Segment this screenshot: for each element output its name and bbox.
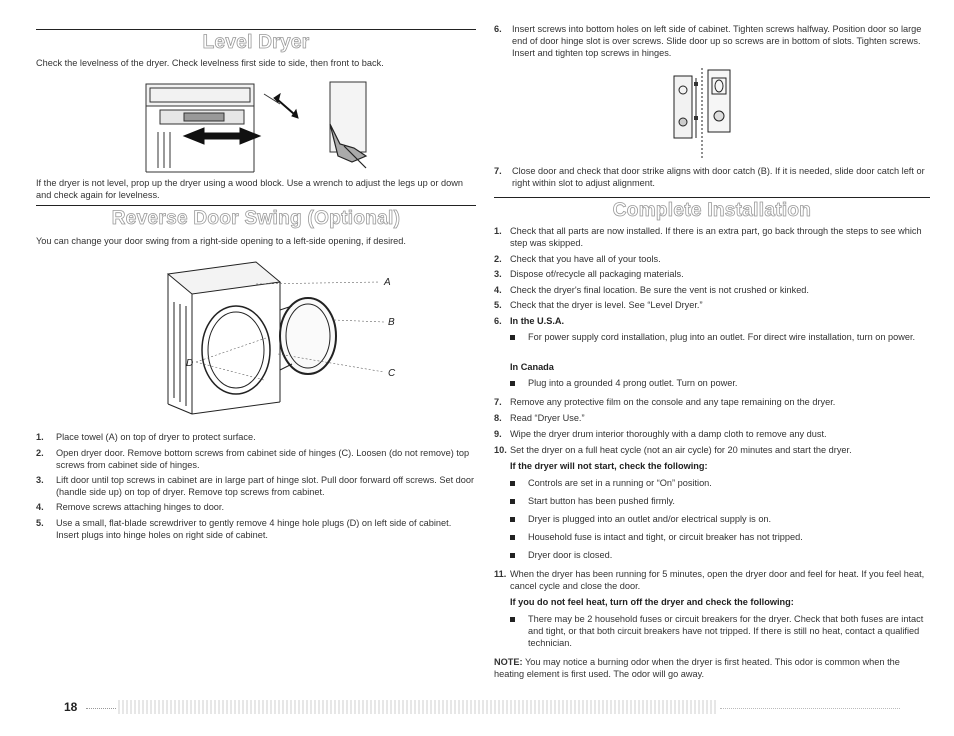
list-item: 11. When the dryer has been running for 5 minutes, open the dryer door and feel for heat. If you feel heat, cancel cycle and close the door.	[494, 569, 925, 591]
footer-band	[118, 700, 718, 714]
list-item: 2. Open dryer door. Remove bottom screws from cabinet side of hinges (C). Loosen (do not remove) top screws from cabinet side of hinges.	[36, 448, 470, 470]
callout-d: D	[186, 358, 194, 369]
reverse-door-illustration	[148, 254, 408, 418]
bullet-square-icon	[510, 517, 515, 522]
section-rule	[36, 205, 476, 206]
note-paragraph	[494, 657, 930, 681]
level-dryer-body: If the dryer is not level, prop up the dryer using a wood block. Use a wrench to adjust the legs up or down and check again for levelness.	[36, 178, 463, 200]
list-item: 10. Set the dryer on a full heat cycle (not an air cycle) for 20 minutes and start the dryer.	[494, 445, 852, 455]
list-item: 4. Check the dryer's final location. Be sure the vent is not crushed or kinked.	[494, 285, 809, 295]
list-item: 1. Check that all parts are now installed. If there is an extra part, go back through the steps to see which step was skipped.	[494, 226, 922, 248]
list-item: 3. Dispose of/recycle all packaging materials.	[494, 269, 684, 279]
list-item: 9. Wipe the dryer drum interior thoroughly with a damp cloth to remove any dust.	[494, 429, 827, 439]
canada-label: In Canada	[510, 362, 554, 372]
list-item: Start button has been pushed firmly.	[510, 496, 930, 508]
list-item: Controls are set in a running or “On” position.	[510, 478, 930, 490]
page-number: 18	[64, 700, 78, 714]
no-heat-heading: If you do not feel heat, turn off the dryer and check the following:	[510, 597, 794, 607]
list-item: 2. Check that you have all of your tools.	[494, 254, 661, 264]
reverse-door-heading: Reverse Door Swing (Optional)	[111, 208, 401, 229]
bullet-square-icon	[510, 335, 515, 340]
list-item: 7. Close door and check that door strike aligns with door catch (B). If it is needed, slide door catch left or right within slot to adjust alignment.	[494, 166, 925, 188]
bullet-square-icon	[510, 535, 515, 540]
callout-c: C	[388, 368, 396, 379]
footer-rule	[720, 708, 900, 709]
note-text: You may notice a burning odor when the dryer is first heated. This odor is common when the heating element is first used. The odor will go away.	[494, 657, 900, 679]
list-item: 5. Check that the dryer is level. See “Level Dryer.”	[494, 300, 703, 310]
list-item: 1. Place towel (A) on top of dryer to protect surface.	[36, 432, 256, 442]
bullet-square-icon	[510, 499, 515, 504]
list-item: Plug into a grounded 4 prong outlet. Turn on power.	[510, 378, 930, 390]
list-item: 5. Use a small, flat-blade screwdriver to gently remove 4 hinge hole plugs (D) on left side of cabinet. Insert plugs into hinge holes on right side of cabinet.	[36, 518, 452, 540]
list-item: For power supply cord installation, plug into an outlet. For direct wire installation, turn on power.	[510, 332, 930, 344]
note-label: NOTE:	[494, 657, 523, 667]
list-item: There may be 2 household fuses or circuit breakers for the dryer. Check that both fuses are intact and tight, or that both circuit breakers have not tripped. If there is still no heat, contact a qualified technician.	[510, 614, 930, 649]
level-dryer-illustration	[144, 76, 370, 176]
callout-a: A	[384, 277, 391, 288]
list-item: 8. Read “Dryer Use.”	[494, 413, 585, 423]
section-rule	[36, 29, 476, 30]
callout-b: B	[388, 317, 395, 328]
list-item: 3. Lift door until top screws in cabinet are in large part of hinge slot. Pull door forward off screws. Set door (handle side up) on top of dryer. Remove top screws from cabinet.	[36, 475, 475, 497]
bullet-square-icon	[510, 381, 515, 386]
list-item: Dryer is plugged into an outlet and/or electrical supply is on.	[510, 514, 930, 526]
level-dryer-heading: Level Dryer	[202, 32, 310, 53]
list-item: 7. Remove any protective film on the console and any tape remaining on the dryer.	[494, 397, 836, 407]
bullet-square-icon	[510, 553, 515, 558]
bullet-square-icon	[510, 481, 515, 486]
section-rule	[494, 197, 930, 198]
list-item: Dryer door is closed.	[510, 550, 930, 562]
reverse-door-intro: You can change your door swing from a right-side opening to a left-side opening, if desired.	[36, 236, 406, 246]
bullet-square-icon	[510, 617, 515, 622]
list-item: 6. Insert screws into bottom holes on left side of cabinet. Tighten screws halfway. Position door so large end of door hinge slot is over screws. Slide door up so screws are in bottom of slots. Tighten screws. Insert and tighten top screws in hinges.	[494, 24, 922, 58]
level-dryer-intro: Check the levelness of the dryer. Check levelness first side to side, then front to back.	[36, 58, 384, 68]
no-start-heading: If the dryer will not start, check the following:	[510, 461, 708, 471]
footer-rule	[86, 708, 116, 709]
hinge-illustration	[668, 68, 748, 158]
list-item: 6. In the U.S.A.	[494, 316, 565, 326]
list-item: 4. Remove screws attaching hinges to door.	[36, 502, 225, 512]
list-item: Household fuse is intact and tight, or circuit breaker has not tripped.	[510, 532, 930, 544]
complete-installation-heading: Complete Installation	[612, 200, 812, 221]
